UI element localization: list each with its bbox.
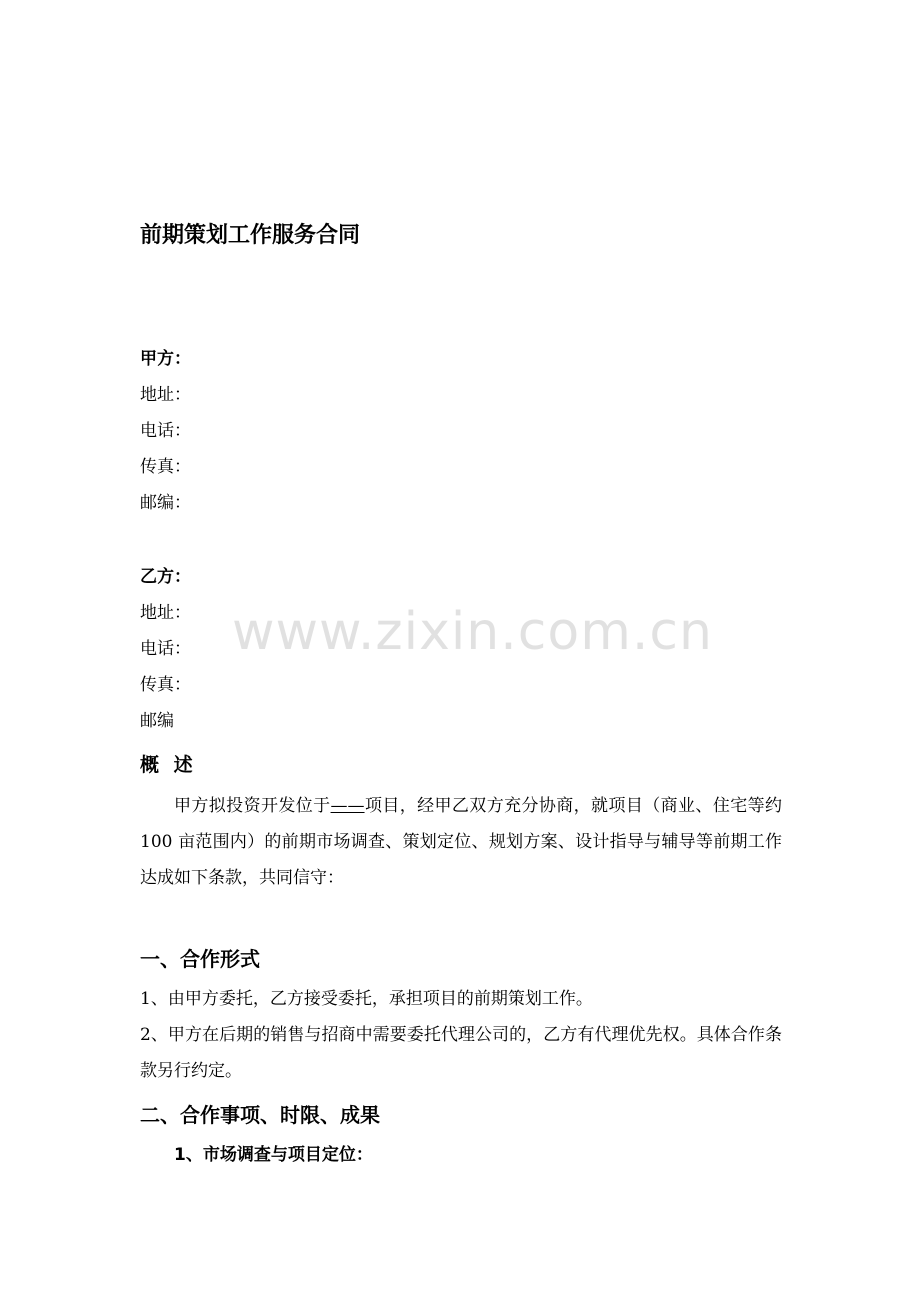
party-a-phone: 电话：: [140, 421, 191, 441]
section-1-item-1: 1、由甲方委托，乙方接受委托，承担项目的前期策划工作。: [140, 989, 593, 1009]
overview-text-after: 项目，经甲乙双方充分协商，就项目（商业、住宅等约 100 亩范围内）的前期市场调查、策划定位、规划方案、设计指导与辅导等前期工作达成如下条款，共同信守：: [140, 796, 783, 888]
document-title: 前期策划工作服务合同: [140, 223, 361, 248]
overview-blank: ——: [330, 796, 365, 816]
party-a-address: 地址：: [140, 385, 191, 405]
section-2-subheading-1: 1、市场调查与项目定位：: [174, 1145, 373, 1165]
party-b-postcode: 邮编: [140, 711, 174, 731]
section-1-heading: 一、合作形式: [140, 947, 260, 971]
party-a-postcode: 邮编：: [140, 493, 191, 513]
overview-heading: 概 述: [140, 754, 197, 776]
section-1-item-2: 2、甲方在后期的销售与招商中需要委托代理公司的，乙方有代理优先权。具体合作条款另行约定。: [140, 1025, 782, 1081]
party-b-fax: 传真：: [140, 675, 191, 695]
party-a-fax: 传真：: [140, 457, 191, 477]
section-2-heading: 二、合作事项、时限、成果: [140, 1103, 380, 1127]
party-b-address: 地址：: [140, 603, 191, 623]
party-b-phone: 电话：: [140, 639, 191, 659]
party-b-label: 乙方：: [140, 567, 191, 587]
party-a-label: 甲方：: [140, 349, 191, 369]
overview-text-before: 甲方拟投资开发位于: [174, 796, 331, 816]
overview-paragraph: [140, 788, 782, 896]
watermark: www.zixin.com.cn: [232, 602, 713, 662]
